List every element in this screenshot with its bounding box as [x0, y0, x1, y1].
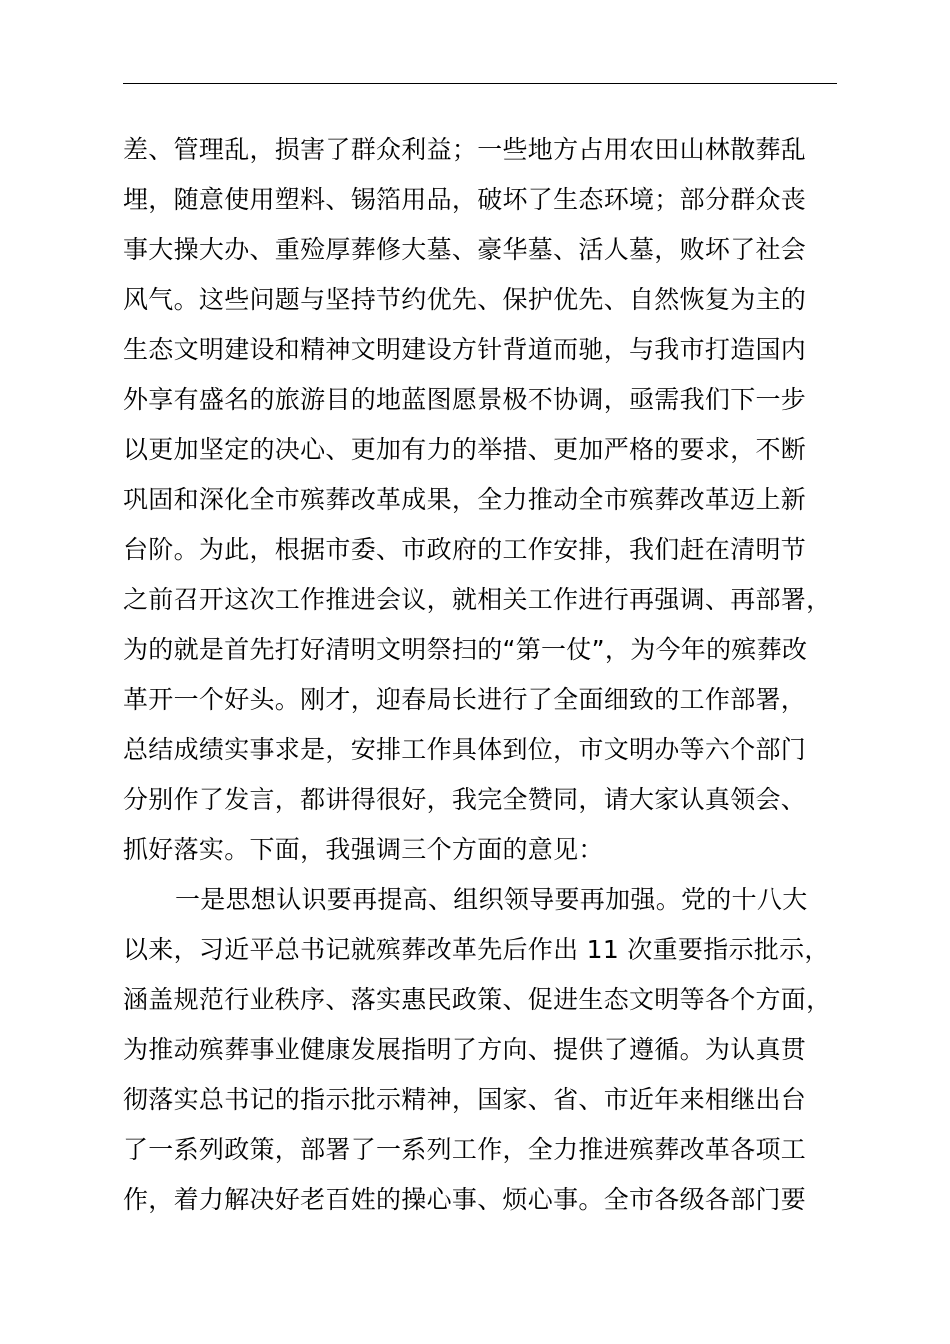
text-line: 了一系列政策，部署了一系列工作，全力推进殡葬改革各项工	[123, 1135, 807, 1164]
paragraph-start-line: 一是思想认识要再提高、组织领导要再加强。党的十八大	[175, 885, 808, 914]
text-line: 风气。这些问题与坚持节约优先、保护优先、自然恢复为主的	[123, 285, 807, 314]
text-line: 外享有盛名的旅游目的地蓝图愿景极不协调，亟需我们下一步	[123, 385, 807, 414]
text-line: 革开一个好头。刚才，迎春局长进行了全面细致的工作部署，	[123, 685, 807, 714]
document-body	[123, 125, 863, 1225]
text-line: 涵盖规范行业秩序、落实惠民政策、促进生态文明等各个方面，	[123, 985, 832, 1014]
text-line: 台阶。为此，根据市委、市政府的工作安排，我们赶在清明节	[123, 535, 807, 564]
text-line: 事大操大办、重殓厚葬修大墓、豪华墓、活人墓，败坏了社会	[123, 235, 807, 264]
text-line: 为的就是首先打好清明文明祭扫的“第一仗”，为今年的殡葬改	[123, 635, 808, 664]
text-line: 以来，习近平总书记就殡葬改革先后作出 11 次重要指示批示，	[123, 935, 830, 964]
text-line: 差、管理乱，损害了群众利益；一些地方占用农田山林散葬乱	[123, 135, 807, 164]
text-line: 埋，随意使用塑料、锡箔用品，破坏了生态环境；部分群众丧	[123, 185, 807, 214]
header-rule	[123, 83, 837, 84]
text-line: 抓好落实。下面，我强调三个方面的意见：	[123, 835, 604, 864]
text-line: 为推动殡葬事业健康发展指明了方向、提供了遵循。为认真贯	[123, 1035, 807, 1064]
text-line: 分别作了发言，都讲得很好，我完全赞同，请大家认真领会、	[123, 785, 807, 814]
text-line: 作，着力解决好老百姓的操心事、烦心事。全市各级各部门要	[123, 1185, 807, 1214]
text-line: 生态文明建设和精神文明建设方针背道而驰，与我市打造国内	[123, 335, 807, 364]
text-line: 之前召开这次工作推进会议，就相关工作进行再强调、再部署，	[123, 585, 832, 614]
text-line: 总结成绩实事求是，安排工作具体到位，市文明办等六个部门	[123, 735, 807, 764]
text-line: 彻落实总书记的指示批示精神，国家、省、市近年来相继出台	[123, 1085, 807, 1114]
text-line: 以更加坚定的决心、更加有力的举措、更加严格的要求，不断	[123, 435, 807, 464]
text-line: 巩固和深化全市殡葬改革成果，全力推动全市殡葬改革迈上新	[123, 485, 807, 514]
